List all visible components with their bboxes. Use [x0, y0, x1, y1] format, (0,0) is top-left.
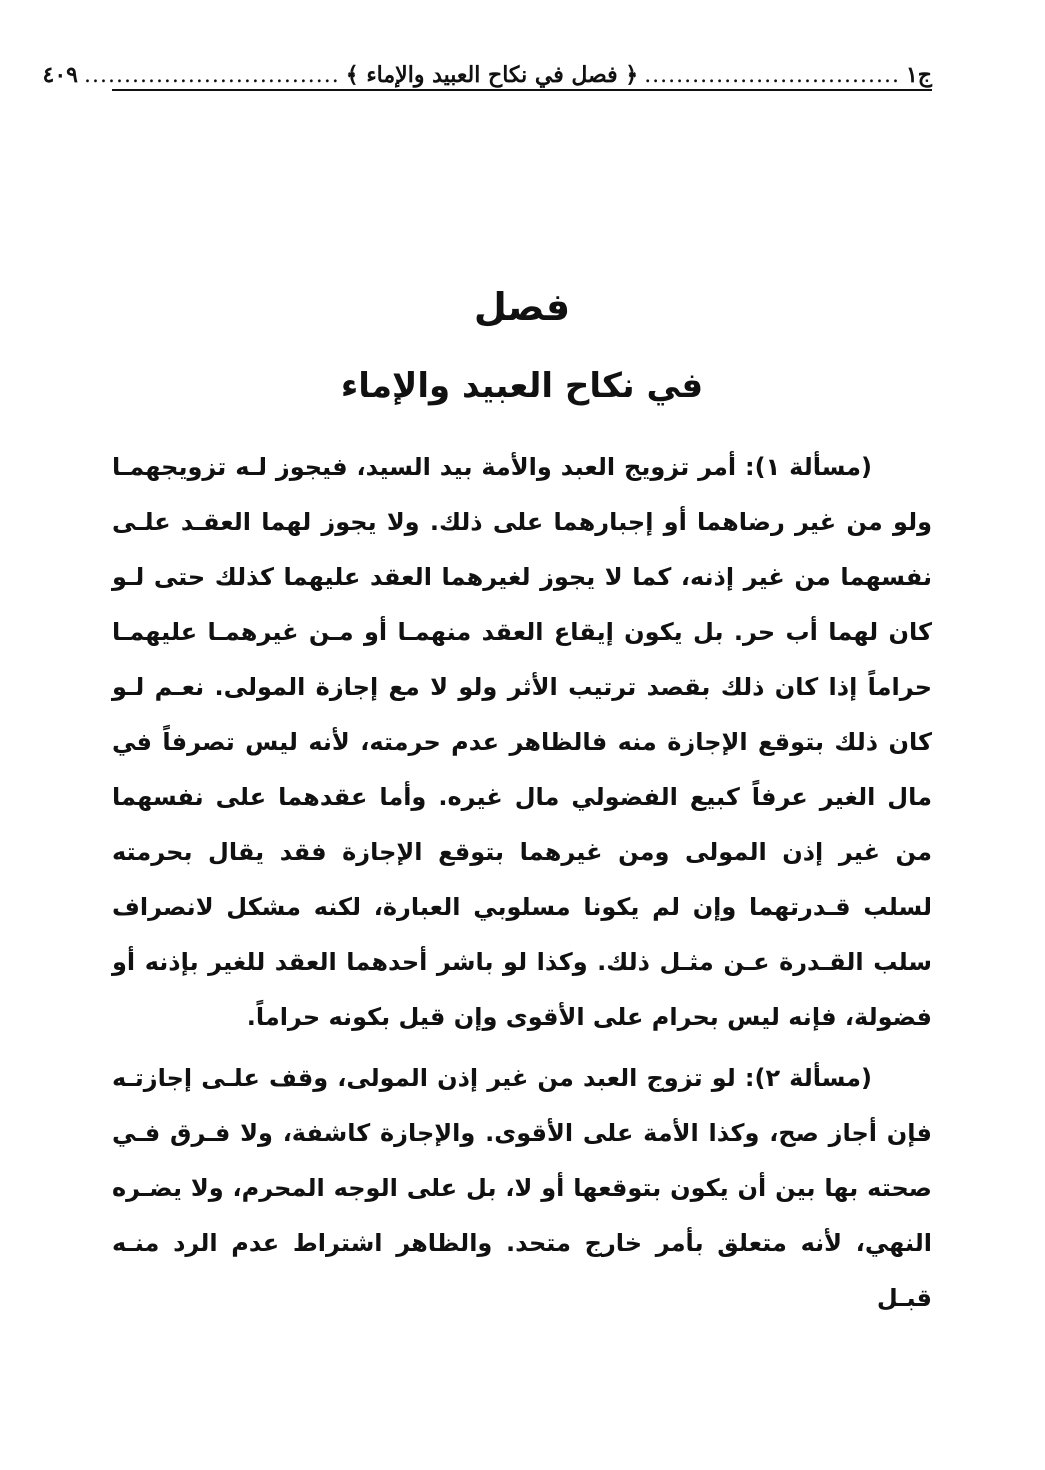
paragraph-masala-2: (مسألة ٢): لو تزوج العبد من غير إذن المولى، وقف علـى إجازتـه فإن أجاز صح، وكذا الأمة على الأقوى. والإجازة كاشفة، ولا فـرق فـي صحته بها بين أن يكون بتوقعها أو لا، بل على الوجه المحرم، ولا يضـره النهي، لأنه متعلق بأمر خارج متحد. والظاهر اشتراط عدم الرد منـه قبـل	[112, 1064, 932, 1312]
leader-dots-right: ................................	[644, 63, 900, 88]
running-header	[42, 48, 932, 88]
page-number: ٤٠٩	[42, 62, 78, 88]
header-rule	[112, 89, 932, 91]
volume-label: ج١	[905, 62, 932, 88]
paragraph-masala-1: (مسألة ١): أمر تزويج العبد والأمة بيد السيد، فيجوز لـه تزويجهمـا ولو من غير رضاهما أو إجبارهما على ذلك. ولا يجوز لهما العقـد علـى نفسهما من غير إذنه، كما لا يجوز لغيرهما العقد عليهما كذلك حتى لـو كان لهما أب حر. بل يكون إيقاع العقد منهمـا أو مـن غيرهمـا عليهمـا حراماً إذا كان ذلك بقصد ترتيب الأثر ولو لا مع إجازة المولى. نعـم لـو كان ذلك بتوقع الإجازة منه فالظاهر عدم حرمته، لأنه ليس تصرفاً في مال الغير عرفاً كبيع الفضولي مال غيره. وأما عقدهما على نفسهما من غير إذن المولى ومن غيرهما بتوقع الإجازة فقد يقال بحرمته لسلب قـدرتهما وإن لم يكونا مسلوبي العبارة، لكنه مشكل لانصراف سلب القـدرة عـن مثـل ذلك. وكذا لو باشر أحدهما العقد للغير بإذنه أو فضولة، فإنه ليس بحرام على الأقوى وإن قيل بكونه حراماً.	[112, 453, 932, 1031]
running-title: ﴿ فصل في نكاح العبيد والإماء ﴾	[345, 62, 639, 88]
body-text	[112, 440, 932, 1326]
chapter-subtitle: في نكاح العبيد والإماء	[340, 366, 704, 406]
leader-dots-left: ................................	[84, 63, 340, 88]
chapter-title: فصل	[473, 285, 571, 329]
